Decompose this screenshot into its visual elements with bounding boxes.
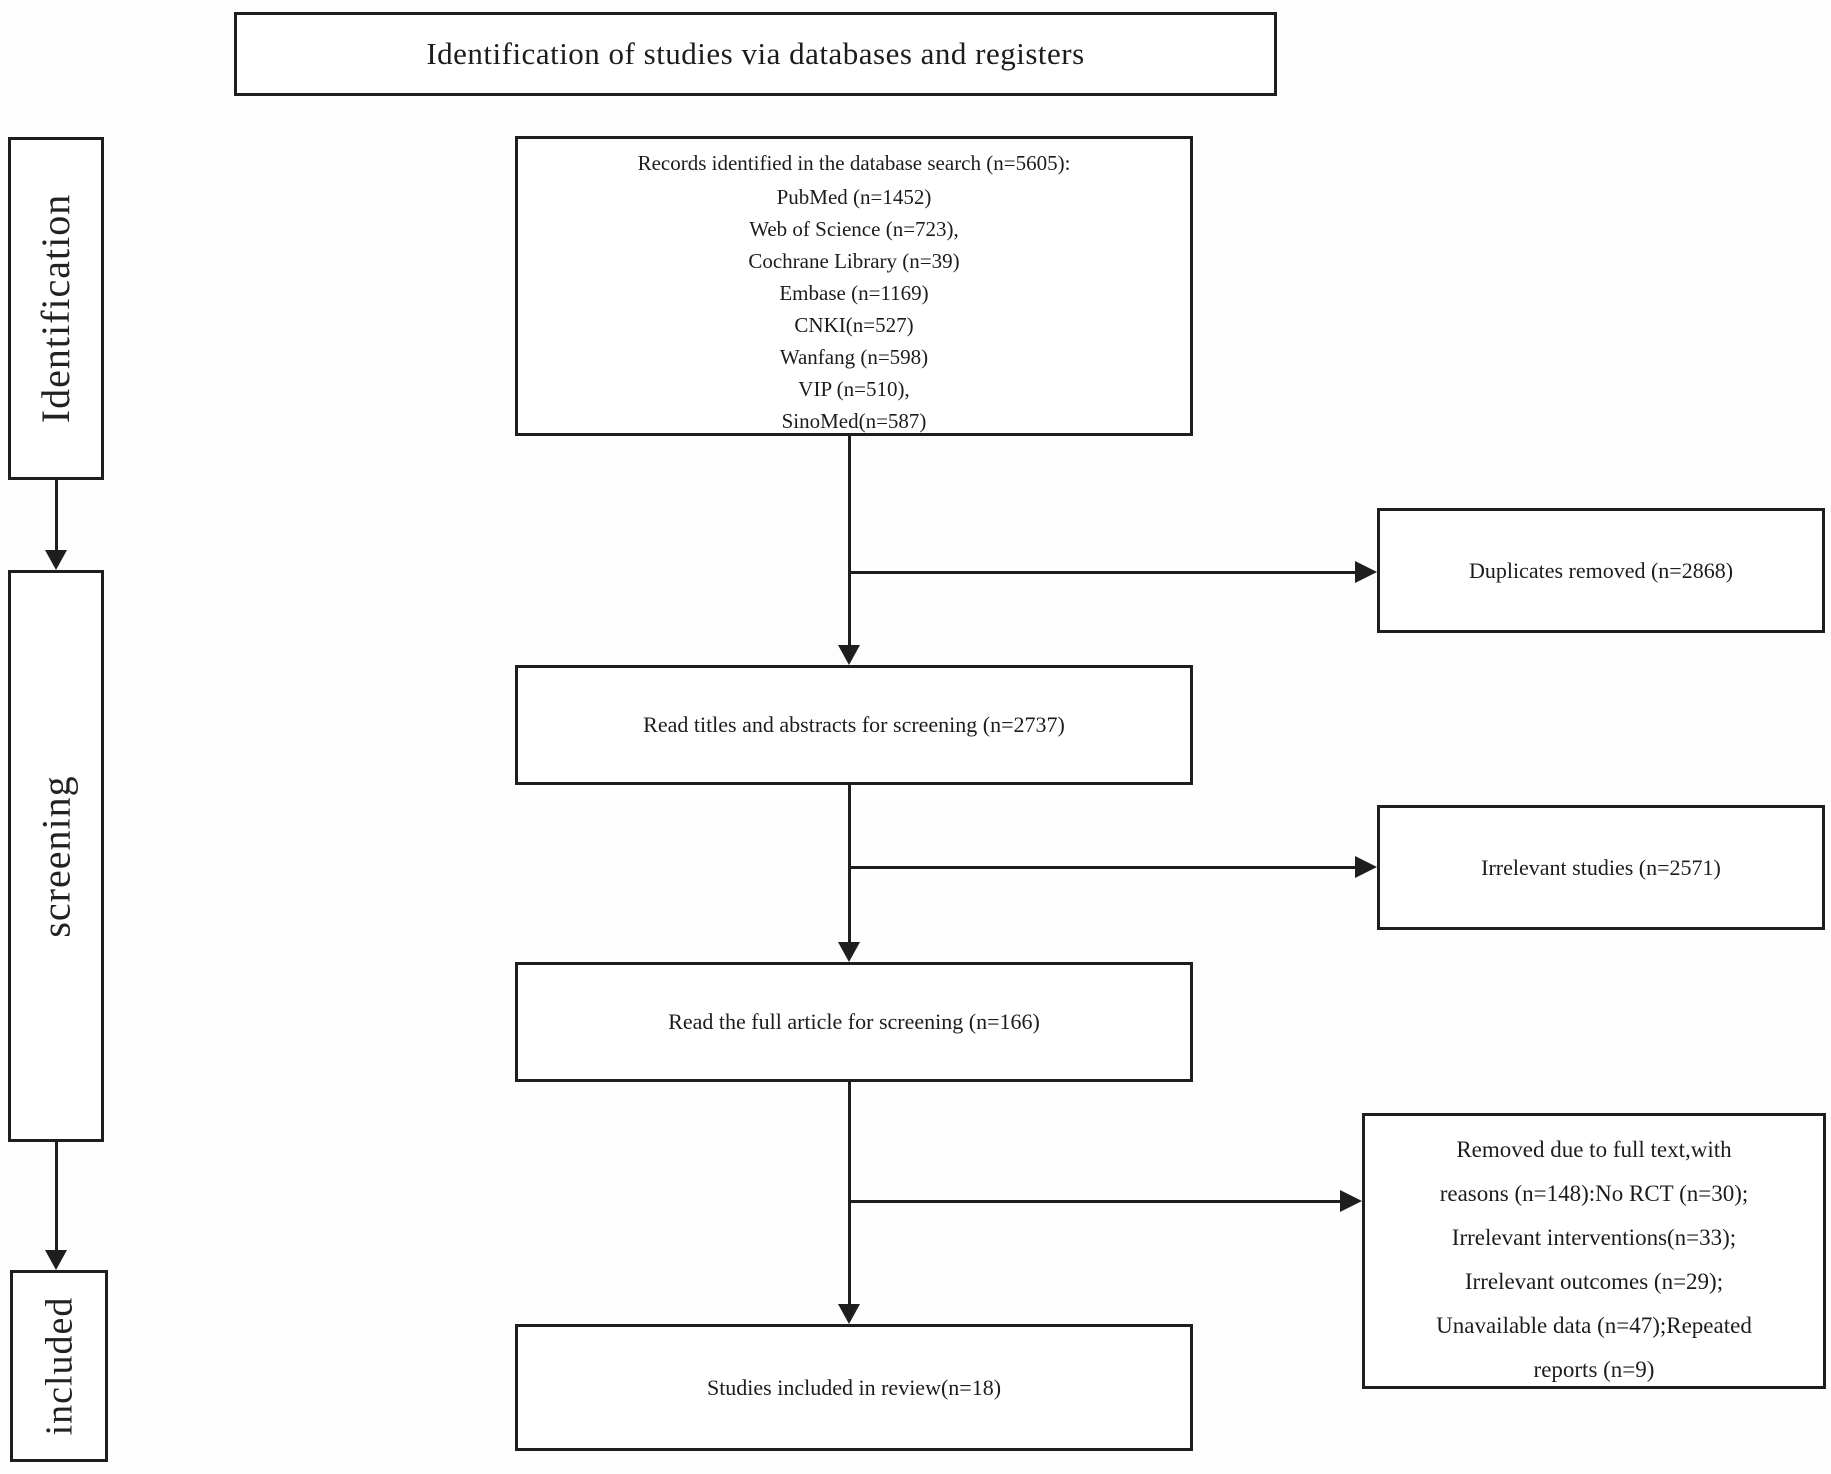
connector-to-duplicates	[850, 571, 1355, 574]
titles-abstracts-screening-box	[515, 665, 1193, 785]
connector-records-to-titles	[848, 436, 851, 647]
arrowhead-right	[1355, 856, 1377, 878]
records-cochrane: Cochrane Library (n=39)	[748, 249, 960, 273]
stage-label-identification: Identification	[33, 193, 79, 424]
arrowhead-down	[838, 645, 860, 665]
studies-included-box	[515, 1324, 1193, 1451]
fulltext-removed-line: Removed due to full text,with	[1456, 1137, 1732, 1162]
title-box	[234, 12, 1277, 96]
fulltext-removed-box	[1362, 1113, 1826, 1389]
duplicates-removed-box	[1377, 508, 1825, 633]
connector-to-irrelevant	[850, 866, 1355, 869]
full-article-screening-box	[515, 962, 1193, 1082]
fulltext-removed-line: reasons (n=148):No RCT (n=30);	[1439, 1181, 1749, 1206]
records-vip: VIP (n=510),	[798, 377, 910, 401]
duplicates-removed-text: Duplicates removed (n=2868)	[1468, 557, 1734, 583]
irrelevant-studies-box	[1377, 805, 1825, 930]
full-article-screening-text: Read the full article for screening (n=166)	[668, 1009, 1040, 1034]
fulltext-removed-line: Irrelevant interventions(n=33);	[1451, 1225, 1737, 1250]
stage-box-screening	[8, 570, 104, 1142]
titles-abstracts-screening-text: Read titles and abstracts for screening (n=2737)	[643, 712, 1065, 737]
irrelevant-studies-text: Irrelevant studies (n=2571)	[1481, 854, 1721, 880]
diagram-title: Identification of studies via databases and registers	[426, 36, 1085, 71]
connector-screening-to-included	[55, 1142, 58, 1252]
arrowhead-down	[45, 550, 67, 570]
connector-fullarticle-to-included	[848, 1082, 851, 1306]
records-pubmed: PubMed (n=1452)	[776, 185, 932, 209]
records-total: Records identified in the database search (n=5605):	[637, 151, 1071, 175]
connector-to-fulltext-removed	[850, 1200, 1340, 1203]
records-embase: Embase (n=1169)	[779, 281, 929, 305]
records-cnki: CNKI(n=527)	[794, 313, 914, 337]
arrowhead-down	[45, 1250, 67, 1270]
stage-label-included: included	[38, 1296, 81, 1436]
connector-titles-to-fullarticle	[848, 785, 851, 944]
stage-box-included	[10, 1270, 108, 1462]
fulltext-removed-line: Unavailable data (n=47);Repeated	[1436, 1313, 1752, 1338]
records-wanfang: Wanfang (n=598)	[779, 345, 929, 369]
studies-included-text: Studies included in review(n=18)	[706, 1374, 1002, 1400]
stage-box-identification	[8, 137, 104, 480]
arrowhead-down	[838, 942, 860, 962]
records-web-of-science: Web of Science (n=723),	[749, 217, 959, 241]
connector-identification-to-screening	[55, 480, 58, 552]
fulltext-removed-line: reports (n=9)	[1533, 1357, 1655, 1382]
arrowhead-down	[838, 1304, 860, 1324]
arrowhead-right	[1340, 1190, 1362, 1212]
arrowhead-right	[1355, 561, 1377, 583]
stage-label-screening: screening	[33, 774, 79, 938]
fulltext-removed-line: Irrelevant outcomes (n=29);	[1464, 1269, 1724, 1294]
records-identified-box	[515, 136, 1193, 436]
records-sinomed: SinoMed(n=587)	[781, 409, 927, 433]
